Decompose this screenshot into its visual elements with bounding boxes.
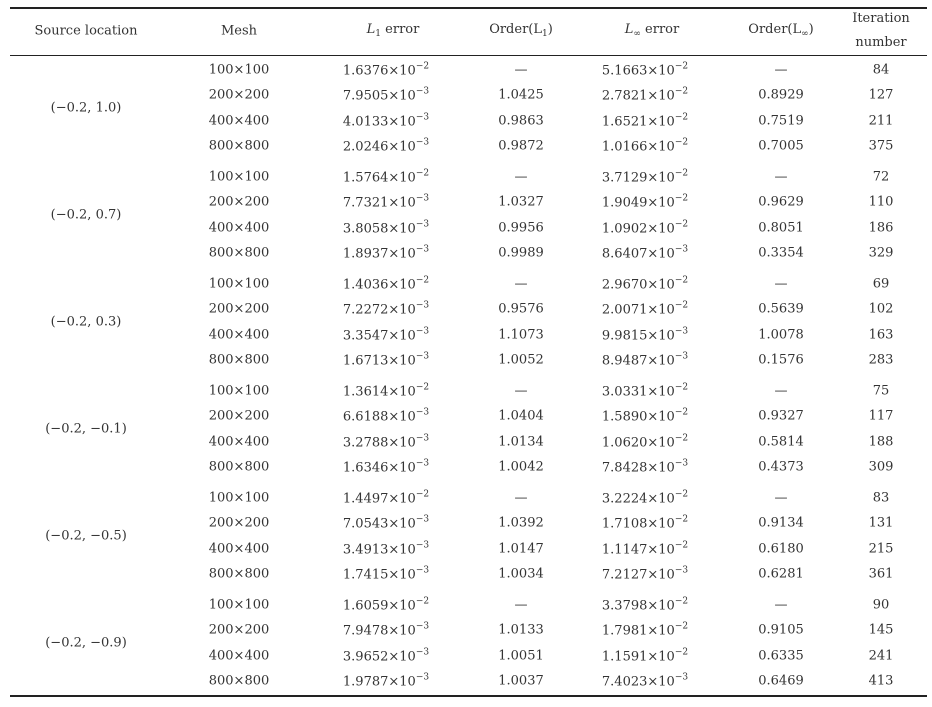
order-linf-cell: 1.0078: [758, 327, 804, 343]
mesh-cell: 800×800: [208, 352, 270, 368]
iteration-number-cell: 329: [868, 245, 894, 261]
l1-error-cell: $3.8058\times 10^{-3}$: [342, 219, 430, 237]
iteration-number-cell: 72: [872, 169, 890, 185]
iteration-number-cell: 215: [868, 541, 894, 557]
iteration-number-cell: 75: [872, 383, 890, 399]
order-linf-cell: —: [774, 276, 788, 292]
order-linf-cell: 0.7519: [758, 113, 804, 129]
linf-error-cell: $1.7981\times 10^{-2}$: [601, 621, 689, 639]
source-location-cell: (−0.2, 0.7): [50, 207, 122, 223]
source-location-cell: (−0.2, −0.1): [45, 421, 127, 437]
mesh-cell: 800×800: [208, 245, 270, 261]
l1-error-cell: $6.6188\times 10^{-3}$: [342, 407, 430, 425]
order-l1-cell: 1.0133: [498, 622, 544, 638]
order-l1-cell: —: [514, 276, 528, 292]
order-l1-cell: 0.9956: [498, 220, 544, 236]
order-linf-cell: 0.8929: [758, 87, 804, 103]
mesh-cell: 100×100: [208, 383, 270, 399]
l1-error-cell: $1.7415\times 10^{-3}$: [342, 565, 430, 583]
linf-error-cell: $1.6521\times 10^{-2}$: [601, 112, 689, 130]
mesh-cell: 200×200: [208, 87, 270, 103]
order-linf-cell: 0.5814: [758, 434, 804, 450]
iteration-number-cell: 188: [868, 434, 894, 450]
order-linf-cell: 0.9105: [758, 622, 804, 638]
l1-error-cell: $1.9787\times 10^{-3}$: [342, 672, 430, 690]
order-l1-cell: 1.0147: [498, 541, 544, 557]
header-linf-error: $L_\infty$ error: [624, 22, 680, 39]
source-location-cell: (−0.2, −0.9): [45, 635, 127, 651]
order-linf-cell: 0.9629: [758, 194, 804, 210]
top-rule: [10, 7, 927, 9]
order-linf-cell: 0.1576: [758, 352, 804, 368]
iteration-number-cell: 102: [868, 301, 894, 317]
iteration-number-cell: 163: [868, 327, 894, 343]
linf-error-cell: $9.9815\times 10^{-3}$: [601, 326, 689, 344]
l1-error-cell: $1.3614\times 10^{-2}$: [342, 382, 430, 400]
linf-error-cell: $1.0166\times 10^{-2}$: [601, 137, 689, 155]
l1-error-cell: $7.2272\times 10^{-3}$: [342, 300, 430, 318]
order-l1-cell: —: [514, 490, 528, 506]
bottom-rule: [10, 695, 927, 697]
linf-error-cell: $8.9487\times 10^{-3}$: [601, 351, 689, 369]
iteration-number-cell: 241: [868, 648, 894, 664]
linf-error-cell: $2.7821\times 10^{-2}$: [601, 86, 689, 104]
order-linf-cell: 0.4373: [758, 459, 804, 475]
iteration-number-cell: 145: [868, 622, 894, 638]
l1-error-cell: $1.6376\times 10^{-2}$: [342, 61, 430, 79]
order-l1-cell: 0.9576: [498, 301, 544, 317]
mesh-cell: 400×400: [208, 541, 270, 557]
order-linf-cell: 0.7005: [758, 138, 804, 154]
header-l1-error: $L_1$ error: [366, 22, 420, 39]
iteration-number-cell: 131: [868, 515, 894, 531]
mesh-cell: 800×800: [208, 566, 270, 582]
iteration-number-cell: 127: [868, 87, 894, 103]
mesh-cell: 400×400: [208, 220, 270, 236]
order-l1-cell: 1.0392: [498, 515, 544, 531]
header-mesh: Mesh: [220, 23, 258, 39]
order-linf-cell: 0.6469: [758, 673, 804, 689]
linf-error-cell: $5.1663\times 10^{-2}$: [601, 61, 689, 79]
l1-error-cell: $1.6713\times 10^{-3}$: [342, 351, 430, 369]
l1-error-cell: $1.4497\times 10^{-2}$: [342, 489, 430, 507]
iteration-number-cell: 375: [868, 138, 894, 154]
order-l1-cell: 0.9989: [498, 245, 544, 261]
linf-error-cell: $1.1147\times 10^{-2}$: [601, 540, 689, 558]
mesh-cell: 800×800: [208, 459, 270, 475]
order-linf-cell: 0.6281: [758, 566, 804, 582]
order-l1-cell: 1.1073: [498, 327, 544, 343]
order-linf-cell: 0.9327: [758, 408, 804, 424]
order-linf-cell: 0.5639: [758, 301, 804, 317]
order-l1-cell: 1.0425: [498, 87, 544, 103]
order-l1-cell: 1.0051: [498, 648, 544, 664]
order-linf-cell: —: [774, 597, 788, 613]
mesh-cell: 800×800: [208, 138, 270, 154]
header-rule: [10, 55, 927, 56]
mesh-cell: 100×100: [208, 62, 270, 78]
mesh-cell: 100×100: [208, 597, 270, 613]
mesh-cell: 400×400: [208, 648, 270, 664]
l1-error-cell: $2.0246\times 10^{-3}$: [342, 137, 430, 155]
iteration-number-cell: 117: [868, 408, 894, 424]
order-linf-cell: 0.6335: [758, 648, 804, 664]
iteration-number-cell: 110: [868, 194, 894, 210]
linf-error-cell: $7.2127\times 10^{-3}$: [601, 565, 689, 583]
iteration-number-cell: 309: [868, 459, 894, 475]
iteration-number-cell: 186: [868, 220, 894, 236]
order-l1-cell: 1.0134: [498, 434, 544, 450]
l1-error-cell: $1.6059\times 10^{-2}$: [342, 596, 430, 614]
order-linf-cell: 0.9134: [758, 515, 804, 531]
iteration-number-cell: 84: [872, 62, 890, 78]
order-linf-cell: —: [774, 490, 788, 506]
l1-error-cell: $7.9478\times 10^{-3}$: [342, 621, 430, 639]
l1-error-cell: $1.5764\times 10^{-2}$: [342, 168, 430, 186]
linf-error-cell: $3.2224\times 10^{-2}$: [601, 489, 689, 507]
header-source-location: Source location: [34, 23, 138, 39]
iteration-number-cell: 413: [868, 673, 894, 689]
header-order-l1: $Order(L_1)$: [489, 22, 553, 39]
iteration-number-cell: 83: [872, 490, 890, 506]
iteration-number-cell: 90: [872, 597, 890, 613]
header-order-linf: $Order(L_\infty)$: [748, 22, 814, 39]
linf-error-cell: $2.0071\times 10^{-2}$: [601, 300, 689, 318]
linf-error-cell: $8.6407\times 10^{-3}$: [601, 244, 689, 262]
linf-error-cell: $7.4023\times 10^{-3}$: [601, 672, 689, 690]
order-l1-cell: 1.0327: [498, 194, 544, 210]
order-l1-cell: —: [514, 169, 528, 185]
l1-error-cell: $1.6346\times 10^{-3}$: [342, 458, 430, 476]
mesh-cell: 100×100: [208, 276, 270, 292]
mesh-cell: 400×400: [208, 434, 270, 450]
linf-error-cell: $3.7129\times 10^{-2}$: [601, 168, 689, 186]
iteration-number-cell: 69: [872, 276, 890, 292]
mesh-cell: 200×200: [208, 515, 270, 531]
mesh-cell: 200×200: [208, 301, 270, 317]
order-l1-cell: 0.9872: [498, 138, 544, 154]
iteration-number-cell: 211: [868, 113, 894, 129]
header-iteration-number: Iteration number: [852, 11, 910, 50]
order-l1-cell: —: [514, 383, 528, 399]
source-location-cell: (−0.2, 1.0): [50, 100, 122, 116]
mesh-cell: 400×400: [208, 113, 270, 129]
linf-error-cell: $7.8428\times 10^{-3}$: [601, 458, 689, 476]
order-linf-cell: —: [774, 62, 788, 78]
l1-error-cell: $3.9652\times 10^{-3}$: [342, 647, 430, 665]
l1-error-cell: $3.3547\times 10^{-3}$: [342, 326, 430, 344]
order-l1-cell: —: [514, 62, 528, 78]
linf-error-cell: $1.9049\times 10^{-2}$: [601, 193, 689, 211]
mesh-cell: 200×200: [208, 408, 270, 424]
order-linf-cell: 0.8051: [758, 220, 804, 236]
iteration-number-cell: 283: [868, 352, 894, 368]
order-l1-cell: 1.0037: [498, 673, 544, 689]
order-l1-cell: 1.0042: [498, 459, 544, 475]
linf-error-cell: $1.0902\times 10^{-2}$: [601, 219, 689, 237]
l1-error-cell: $1.4036\times 10^{-2}$: [342, 275, 430, 293]
l1-error-cell: $3.2788\times 10^{-3}$: [342, 433, 430, 451]
order-linf-cell: 0.3354: [758, 245, 804, 261]
l1-error-cell: $7.7321\times 10^{-3}$: [342, 193, 430, 211]
linf-error-cell: $1.5890\times 10^{-2}$: [601, 407, 689, 425]
l1-error-cell: $7.9505\times 10^{-3}$: [342, 86, 430, 104]
order-l1-cell: 0.9863: [498, 113, 544, 129]
linf-error-cell: $1.0620\times 10^{-2}$: [601, 433, 689, 451]
mesh-cell: 200×200: [208, 622, 270, 638]
source-location-cell: (−0.2, 0.3): [50, 314, 122, 330]
iteration-number-cell: 361: [868, 566, 894, 582]
order-linf-cell: 0.6180: [758, 541, 804, 557]
l1-error-cell: $7.0543\times 10^{-3}$: [342, 514, 430, 532]
l1-error-cell: $1.8937\times 10^{-3}$: [342, 244, 430, 262]
linf-error-cell: $2.9670\times 10^{-2}$: [601, 275, 689, 293]
source-location-cell: (−0.2, −0.5): [45, 528, 127, 544]
linf-error-cell: $3.0331\times 10^{-2}$: [601, 382, 689, 400]
mesh-cell: 200×200: [208, 194, 270, 210]
mesh-cell: 400×400: [208, 327, 270, 343]
linf-error-cell: $1.1591\times 10^{-2}$: [601, 647, 689, 665]
mesh-cell: 800×800: [208, 673, 270, 689]
l1-error-cell: $4.0133\times 10^{-3}$: [342, 112, 430, 130]
mesh-cell: 100×100: [208, 169, 270, 185]
linf-error-cell: $3.3798\times 10^{-2}$: [601, 596, 689, 614]
linf-error-cell: $1.7108\times 10^{-2}$: [601, 514, 689, 532]
mesh-cell: 100×100: [208, 490, 270, 506]
order-l1-cell: 1.0404: [498, 408, 544, 424]
order-linf-cell: —: [774, 383, 788, 399]
order-linf-cell: —: [774, 169, 788, 185]
order-l1-cell: —: [514, 597, 528, 613]
order-l1-cell: 1.0052: [498, 352, 544, 368]
l1-error-cell: $3.4913\times 10^{-3}$: [342, 540, 430, 558]
order-l1-cell: 1.0034: [498, 566, 544, 582]
